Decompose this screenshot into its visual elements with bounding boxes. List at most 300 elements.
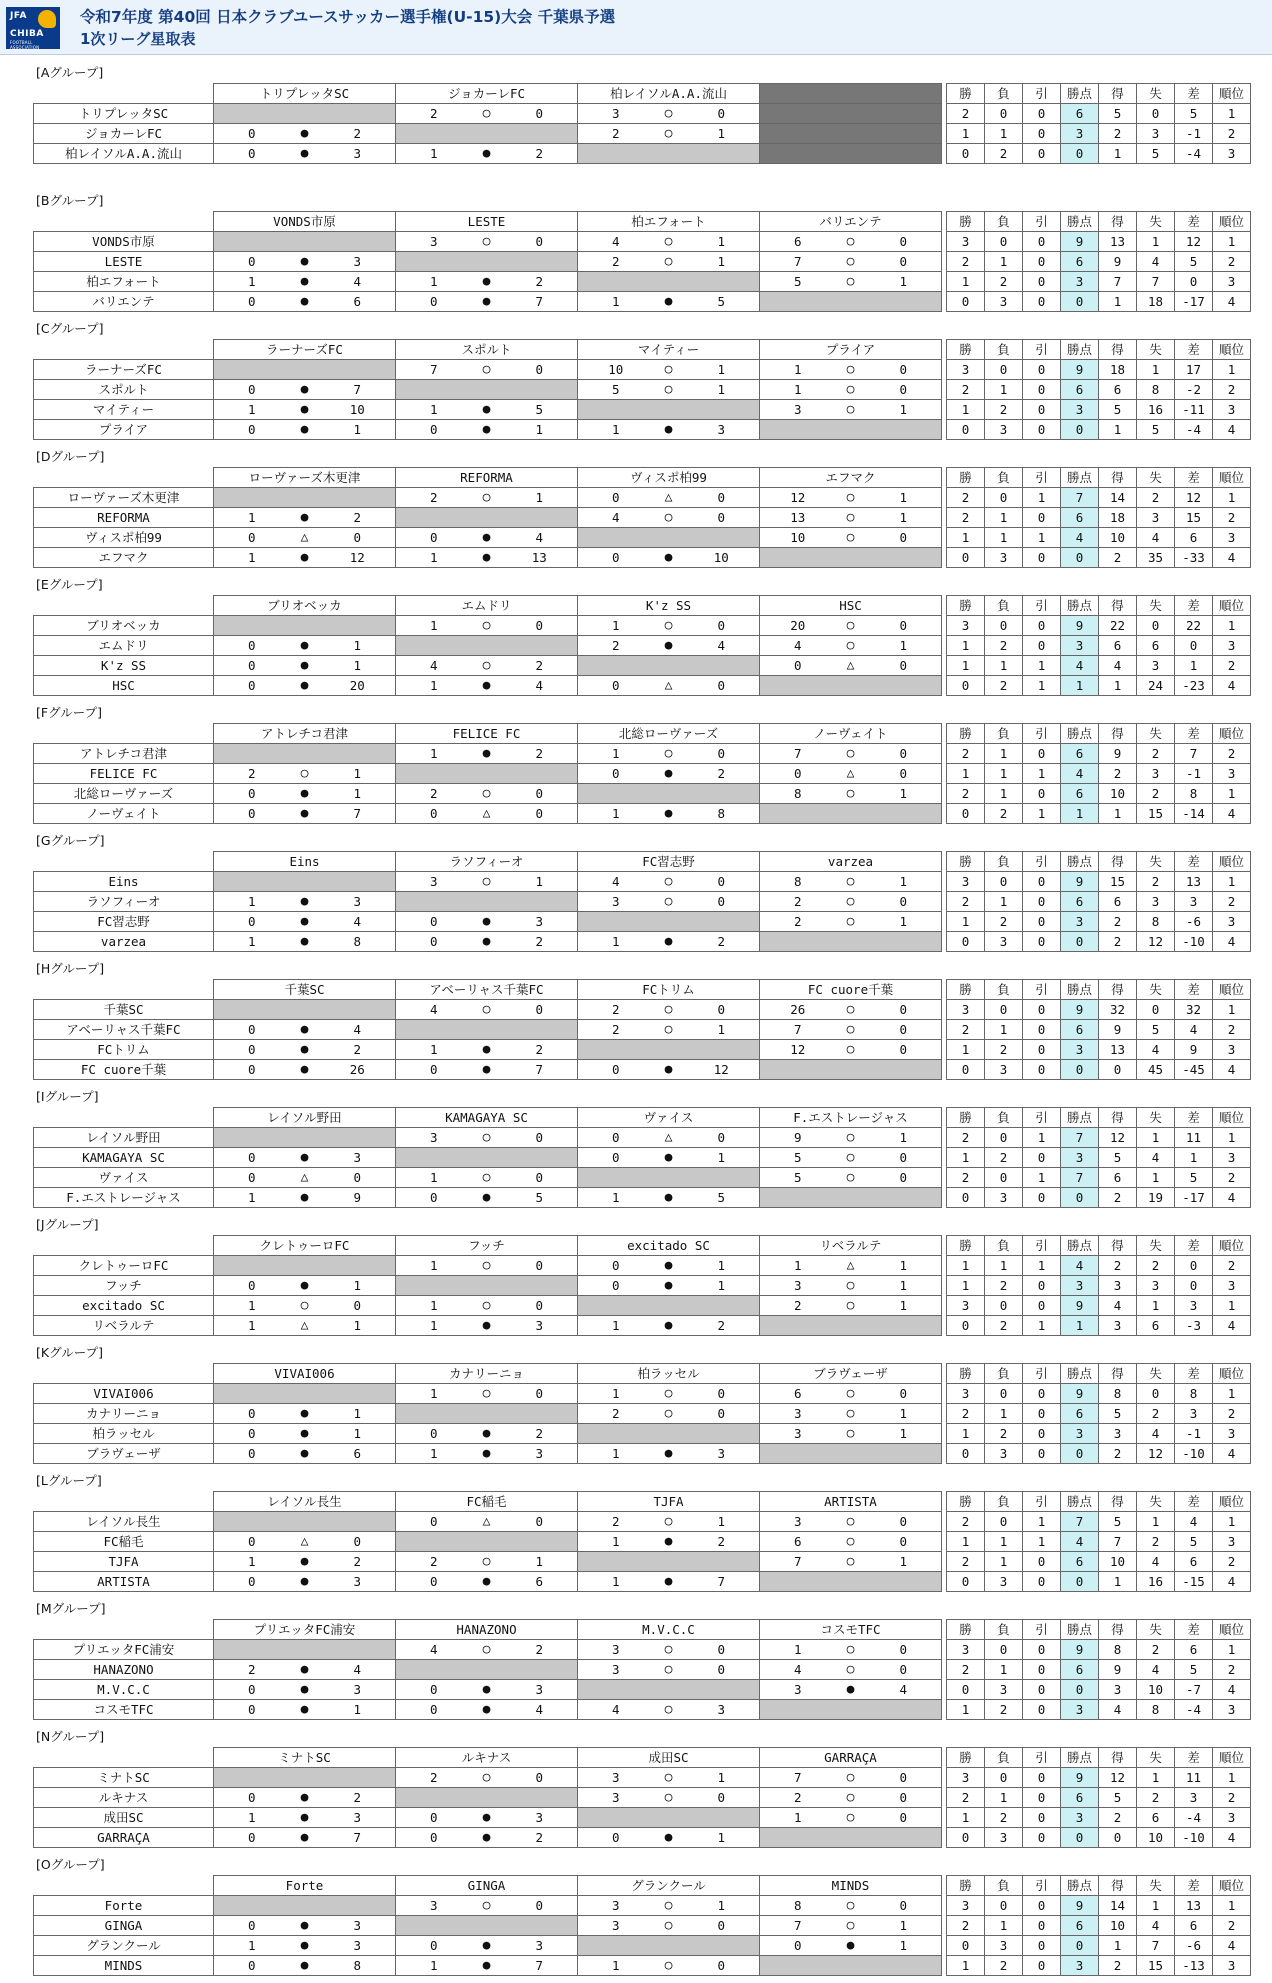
team-name: ブラヴェーザ [34, 1444, 214, 1464]
team-name: K'z SS [34, 656, 214, 676]
goals-against: 1 [717, 381, 726, 397]
stat-value: 0 [1023, 1660, 1061, 1680]
opponent-header: FC習志野 [578, 852, 760, 872]
stat-value: 0 [1023, 232, 1061, 252]
stat-header: 引 [1023, 1364, 1061, 1384]
goals-for: 1 [429, 273, 438, 289]
result-mark-icon: ● [482, 1701, 491, 1717]
stat-value: 15 [1137, 1956, 1175, 1976]
result-mark-icon: ○ [300, 765, 309, 781]
goals-against: 1 [717, 253, 726, 269]
result-mark-icon: ● [300, 1277, 309, 1293]
stat-value: 5 [1175, 1168, 1213, 1188]
result-mark-icon: ○ [482, 489, 491, 505]
stat-value: 2 [1213, 744, 1251, 764]
stat-value: 5 [1137, 1020, 1175, 1040]
result-mark-icon: ● [664, 1189, 673, 1205]
goals-for: 7 [793, 1769, 802, 1785]
stat-value: 0 [1023, 1896, 1061, 1916]
stat-header: 差 [1175, 1492, 1213, 1512]
result-mark-icon: ● [482, 145, 491, 161]
result-mark-icon: ○ [664, 253, 673, 269]
stat-value: 3 [985, 1188, 1023, 1208]
match-result [760, 528, 942, 548]
team-row [34, 252, 1251, 272]
stat-value: 1 [985, 1020, 1023, 1040]
stat-value: -10 [1175, 1828, 1213, 1848]
result-mark-icon: ● [300, 1701, 309, 1717]
goals-against: 6 [353, 1445, 362, 1461]
goals-for: 1 [429, 677, 438, 693]
stat-header: 失 [1137, 468, 1175, 488]
stat-header: 失 [1137, 340, 1175, 360]
goals-for: 3 [611, 1897, 620, 1913]
opponent-header: ノーヴェイト [760, 724, 942, 744]
goals-against: 1 [353, 1317, 362, 1333]
goals-against: 3 [353, 1937, 362, 1953]
result-mark-icon: ○ [846, 1513, 855, 1529]
result-mark-icon: ● [300, 913, 309, 929]
goals-for: 0 [793, 657, 802, 673]
unused-cell [760, 124, 942, 144]
team-name: ラーナーズFC [34, 360, 214, 380]
result-mark-icon: ● [300, 509, 309, 525]
goals-for: 0 [793, 765, 802, 781]
goals-for: 0 [611, 1277, 620, 1293]
stat-header: 勝点 [1061, 1748, 1099, 1768]
goals-against: 3 [535, 1809, 544, 1825]
stat-value: 4 [1099, 656, 1137, 676]
goals-for: 0 [611, 1061, 620, 1077]
stat-header: 順位 [1213, 212, 1251, 232]
match-result [578, 1148, 760, 1168]
result-mark-icon: ○ [482, 1129, 491, 1145]
stat-header: 引 [1023, 980, 1061, 1000]
match-result [214, 1936, 396, 1956]
result-mark-icon: ○ [664, 1385, 673, 1401]
match-result [760, 1128, 942, 1148]
goals-against: 1 [899, 489, 908, 505]
match-result [396, 1680, 578, 1700]
result-mark-icon: ○ [846, 745, 855, 761]
goals-for: 2 [793, 893, 802, 909]
goals-against: 0 [717, 1789, 726, 1805]
stat-header: 勝 [947, 468, 985, 488]
self-match-cell [760, 1188, 942, 1208]
match-result [396, 932, 578, 952]
goals-for: 4 [429, 1001, 438, 1017]
stat-value: 15 [1099, 872, 1137, 892]
opponent-header: HANAZONO [396, 1620, 578, 1640]
goals-against: 1 [899, 873, 908, 889]
stat-header: 負 [985, 1748, 1023, 1768]
stat-value: 0 [1023, 1808, 1061, 1828]
stat-value: 3 [1099, 1424, 1137, 1444]
stat-value: 1 [947, 912, 985, 932]
stat-value: 2 [1213, 1660, 1251, 1680]
self-match-cell [396, 380, 578, 400]
stat-value: 1 [1137, 1512, 1175, 1532]
goals-against: 7 [535, 1957, 544, 1973]
goals-against: 0 [535, 1001, 544, 1017]
goals-for: 1 [611, 805, 620, 821]
goals-for: 1 [429, 1445, 438, 1461]
goals-for: 0 [247, 1061, 256, 1077]
stat-value: 0 [947, 932, 985, 952]
stat-value: 0 [985, 872, 1023, 892]
stat-value: 1 [1175, 656, 1213, 676]
logo-association-text: FOOTBALL ASSOCIATION [10, 40, 40, 50]
team-row [34, 1000, 1251, 1020]
goals-against: 0 [717, 1641, 726, 1657]
goals-for: 3 [793, 1513, 802, 1529]
match-result [214, 144, 396, 164]
opponent-header: ラーナーズFC [214, 340, 396, 360]
stat-value: 4 [1213, 1572, 1251, 1592]
goals-against: 5 [535, 1189, 544, 1205]
yatagarasu-emblem-icon [38, 10, 56, 28]
points-value: 0 [1061, 144, 1099, 164]
stat-header: 順位 [1213, 1876, 1251, 1896]
stat-value: -4 [1175, 1700, 1213, 1720]
goals-for: 0 [247, 253, 256, 269]
goals-against: 1 [899, 1405, 908, 1421]
stat-value: 2 [985, 912, 1023, 932]
team-row [34, 1956, 1251, 1976]
stat-value: 2 [1099, 1808, 1137, 1828]
stat-header: 引 [1023, 84, 1061, 104]
goals-against: 3 [353, 1809, 362, 1825]
match-result [396, 676, 578, 696]
stat-value: 3 [1137, 124, 1175, 144]
match-result [760, 1916, 942, 1936]
result-mark-icon: ○ [482, 1553, 491, 1569]
group-section [0, 575, 1272, 703]
match-result [214, 636, 396, 656]
result-mark-icon: ○ [482, 657, 491, 673]
result-mark-icon: ● [664, 637, 673, 653]
goals-for: 1 [247, 1553, 256, 1569]
stat-value: 0 [1023, 1936, 1061, 1956]
stat-header: 差 [1175, 852, 1213, 872]
points-value: 4 [1061, 656, 1099, 676]
self-match-cell [214, 744, 396, 764]
stat-value: 2 [1213, 1168, 1251, 1188]
match-result [396, 616, 578, 636]
stat-value: -14 [1175, 804, 1213, 824]
stat-value: 0 [1023, 1680, 1061, 1700]
goals-against: 1 [353, 1405, 362, 1421]
match-result [578, 744, 760, 764]
goals-for: 0 [247, 1445, 256, 1461]
team-row [34, 872, 1251, 892]
self-match-cell [214, 1512, 396, 1532]
stat-value: 2 [1099, 1444, 1137, 1464]
match-result [578, 1768, 760, 1788]
match-result [760, 784, 942, 804]
stat-value: 2 [947, 1788, 985, 1808]
opponent-header: カナリーニョ [396, 1364, 578, 1384]
stat-value: 1 [947, 1956, 985, 1976]
stat-value: -6 [1175, 912, 1213, 932]
result-mark-icon: △ [300, 529, 309, 545]
goals-for: 0 [247, 657, 256, 673]
stat-value: 0 [1099, 1060, 1137, 1080]
stat-value: 2 [985, 676, 1023, 696]
match-result [396, 1956, 578, 1976]
stat-value: 4 [1213, 1680, 1251, 1700]
match-result [214, 1060, 396, 1080]
goals-against: 0 [717, 893, 726, 909]
match-result [214, 252, 396, 272]
team-row [34, 380, 1251, 400]
stat-value: 2 [947, 488, 985, 508]
stat-value: 1 [985, 764, 1023, 784]
result-mark-icon: ● [664, 549, 673, 565]
goals-for: 0 [429, 1513, 438, 1529]
stat-header: 得 [1099, 1236, 1137, 1256]
stat-value: 3 [985, 1444, 1023, 1464]
match-result [214, 1680, 396, 1700]
goals-for: 2 [611, 1001, 620, 1017]
goals-against: 1 [717, 1257, 726, 1273]
stat-value: 0 [947, 292, 985, 312]
match-result [396, 1424, 578, 1444]
goals-for: 3 [611, 1769, 620, 1785]
opponent-header: M.V.C.C [578, 1620, 760, 1640]
stat-header: 得 [1099, 468, 1137, 488]
result-mark-icon: ○ [846, 1385, 855, 1401]
goals-for: 1 [611, 1573, 620, 1589]
stat-value: 0 [1023, 744, 1061, 764]
goals-for: 4 [611, 873, 620, 889]
result-mark-icon: ● [300, 1149, 309, 1165]
goals-against: 0 [899, 233, 908, 249]
points-value: 6 [1061, 104, 1099, 124]
goals-for: 1 [247, 933, 256, 949]
result-mark-icon: ○ [846, 1897, 855, 1913]
stat-header: 勝点 [1061, 1236, 1099, 1256]
stat-value: 6 [1099, 380, 1137, 400]
group-label: [Nグループ] [36, 1729, 105, 1744]
stat-header: 引 [1023, 468, 1061, 488]
goals-against: 1 [717, 125, 726, 141]
team-row [34, 144, 1251, 164]
group-header-row [34, 1748, 1251, 1768]
self-match-cell [578, 1808, 760, 1828]
stat-header: 勝点 [1061, 1492, 1099, 1512]
points-value: 3 [1061, 1276, 1099, 1296]
goals-against: 0 [535, 1297, 544, 1313]
stat-value: 2 [1213, 124, 1251, 144]
opponent-header: リベラルテ [760, 1236, 942, 1256]
stat-value: 2 [947, 784, 985, 804]
match-result [578, 1572, 760, 1592]
result-mark-icon: ● [300, 1917, 309, 1933]
goals-for: 0 [247, 1789, 256, 1805]
stat-value: 1 [1137, 1128, 1175, 1148]
stat-value: 1 [985, 744, 1023, 764]
group-section [0, 1215, 1272, 1343]
stat-header: 失 [1137, 1876, 1175, 1896]
stat-header: 勝 [947, 1748, 985, 1768]
goals-for: 0 [247, 637, 256, 653]
goals-for: 7 [793, 1917, 802, 1933]
goals-for: 0 [247, 125, 256, 141]
result-mark-icon: ● [664, 1573, 673, 1589]
stat-value: 1 [947, 1700, 985, 1720]
match-result [760, 1512, 942, 1532]
match-result [396, 1640, 578, 1660]
match-result [760, 1768, 942, 1788]
goals-against: 3 [535, 1937, 544, 1953]
result-mark-icon: ○ [846, 1809, 855, 1825]
match-result [396, 1552, 578, 1572]
goals-against: 1 [899, 637, 908, 653]
result-mark-icon: ● [664, 1149, 673, 1165]
stat-value: 2 [1099, 1188, 1137, 1208]
stat-header: 勝 [947, 1492, 985, 1512]
points-value: 6 [1061, 508, 1099, 528]
goals-for: 2 [429, 785, 438, 801]
goals-against: 1 [717, 1897, 726, 1913]
stat-value: 8 [1137, 912, 1175, 932]
stat-value: 0 [1137, 1000, 1175, 1020]
points-value: 6 [1061, 1788, 1099, 1808]
match-result [214, 1660, 396, 1680]
stat-value: 1 [1023, 804, 1061, 824]
self-match-cell [578, 1680, 760, 1700]
opponent-header: アベーリャス千葉FC [396, 980, 578, 1000]
match-result [760, 1808, 942, 1828]
stat-value: 2 [985, 1276, 1023, 1296]
match-result [396, 144, 578, 164]
stat-value: 5 [1099, 104, 1137, 124]
stat-value: 2 [1213, 892, 1251, 912]
stat-value: 0 [1023, 508, 1061, 528]
stat-header: 勝 [947, 1236, 985, 1256]
match-result [396, 1188, 578, 1208]
team-name: HANAZONO [34, 1660, 214, 1680]
match-result [578, 1316, 760, 1336]
result-mark-icon: ○ [664, 1405, 673, 1421]
result-mark-icon: ○ [664, 1897, 673, 1913]
goals-against: 2 [535, 745, 544, 761]
self-match-cell [760, 292, 942, 312]
match-result [396, 1296, 578, 1316]
stat-header: 順位 [1213, 1364, 1251, 1384]
team-name: アトレチコ君津 [34, 744, 214, 764]
stat-value: 0 [985, 1768, 1023, 1788]
stat-value: 1 [985, 528, 1023, 548]
stat-value: 0 [947, 420, 985, 440]
match-result [578, 1128, 760, 1148]
result-mark-icon: ○ [664, 1661, 673, 1677]
team-row [34, 1788, 1251, 1808]
team-row [34, 1572, 1251, 1592]
result-mark-icon: ● [482, 1041, 491, 1057]
stat-value: 0 [947, 1444, 985, 1464]
goals-for: 4 [611, 509, 620, 525]
self-match-cell [214, 104, 396, 124]
stat-value: 35 [1137, 548, 1175, 568]
result-mark-icon: ● [300, 1041, 309, 1057]
match-result [578, 1404, 760, 1424]
points-value: 7 [1061, 1168, 1099, 1188]
stat-value: 2 [1137, 1788, 1175, 1808]
goals-against: 0 [899, 1041, 908, 1057]
goals-for: 2 [611, 637, 620, 653]
points-value: 7 [1061, 1128, 1099, 1148]
result-mark-icon: ● [300, 933, 309, 949]
goals-against: 1 [899, 785, 908, 801]
goals-against: 1 [353, 657, 362, 673]
goals-for: 0 [611, 1149, 620, 1165]
stat-value: -1 [1175, 764, 1213, 784]
result-mark-icon: ● [664, 1533, 673, 1549]
team-name: ルキナス [34, 1788, 214, 1808]
goals-for: 3 [793, 401, 802, 417]
goals-against: 0 [535, 105, 544, 121]
team-row [34, 1296, 1251, 1316]
stat-value: -33 [1175, 548, 1213, 568]
stat-value: 5 [1175, 1660, 1213, 1680]
stat-value: 5 [1175, 1532, 1213, 1552]
points-value: 6 [1061, 380, 1099, 400]
goals-for: 3 [429, 873, 438, 889]
stat-value: 0 [1023, 1040, 1061, 1060]
points-value: 7 [1061, 488, 1099, 508]
result-mark-icon: ● [300, 401, 309, 417]
goals-for: 6 [793, 1385, 802, 1401]
result-mark-icon: ● [300, 1445, 309, 1461]
goals-against: 0 [535, 1169, 544, 1185]
match-result [214, 1276, 396, 1296]
match-result [760, 360, 942, 380]
goals-against: 0 [899, 765, 908, 781]
goals-for: 20 [790, 617, 806, 633]
stat-header: 負 [985, 1236, 1023, 1256]
stat-value: 0 [1023, 1572, 1061, 1592]
goals-for: 1 [429, 745, 438, 761]
goals-for: 6 [793, 233, 802, 249]
opponent-header: GINGA [396, 1876, 578, 1896]
self-match-cell [396, 636, 578, 656]
stat-value: 1 [1213, 1000, 1251, 1020]
goals-for: 1 [429, 1385, 438, 1401]
stat-value: 0 [1023, 1552, 1061, 1572]
goals-for: 0 [247, 913, 256, 929]
points-value: 6 [1061, 744, 1099, 764]
goals-against: 1 [535, 489, 544, 505]
stat-value: 2 [1137, 784, 1175, 804]
points-value: 0 [1061, 1828, 1099, 1848]
self-match-cell [396, 1404, 578, 1424]
goals-against: 7 [717, 1573, 726, 1589]
goals-against: 3 [717, 421, 726, 437]
stat-header: 引 [1023, 340, 1061, 360]
team-name: トリプレッタSC [34, 104, 214, 124]
match-result [396, 1384, 578, 1404]
match-result [214, 1404, 396, 1424]
goals-against: 1 [353, 637, 362, 653]
stat-value: 4 [1137, 1916, 1175, 1936]
goals-against: 1 [353, 1425, 362, 1441]
opponent-header: KAMAGAYA SC [396, 1108, 578, 1128]
stat-value: 2 [947, 744, 985, 764]
goals-for: 5 [793, 273, 802, 289]
stat-value: 3 [1137, 656, 1175, 676]
